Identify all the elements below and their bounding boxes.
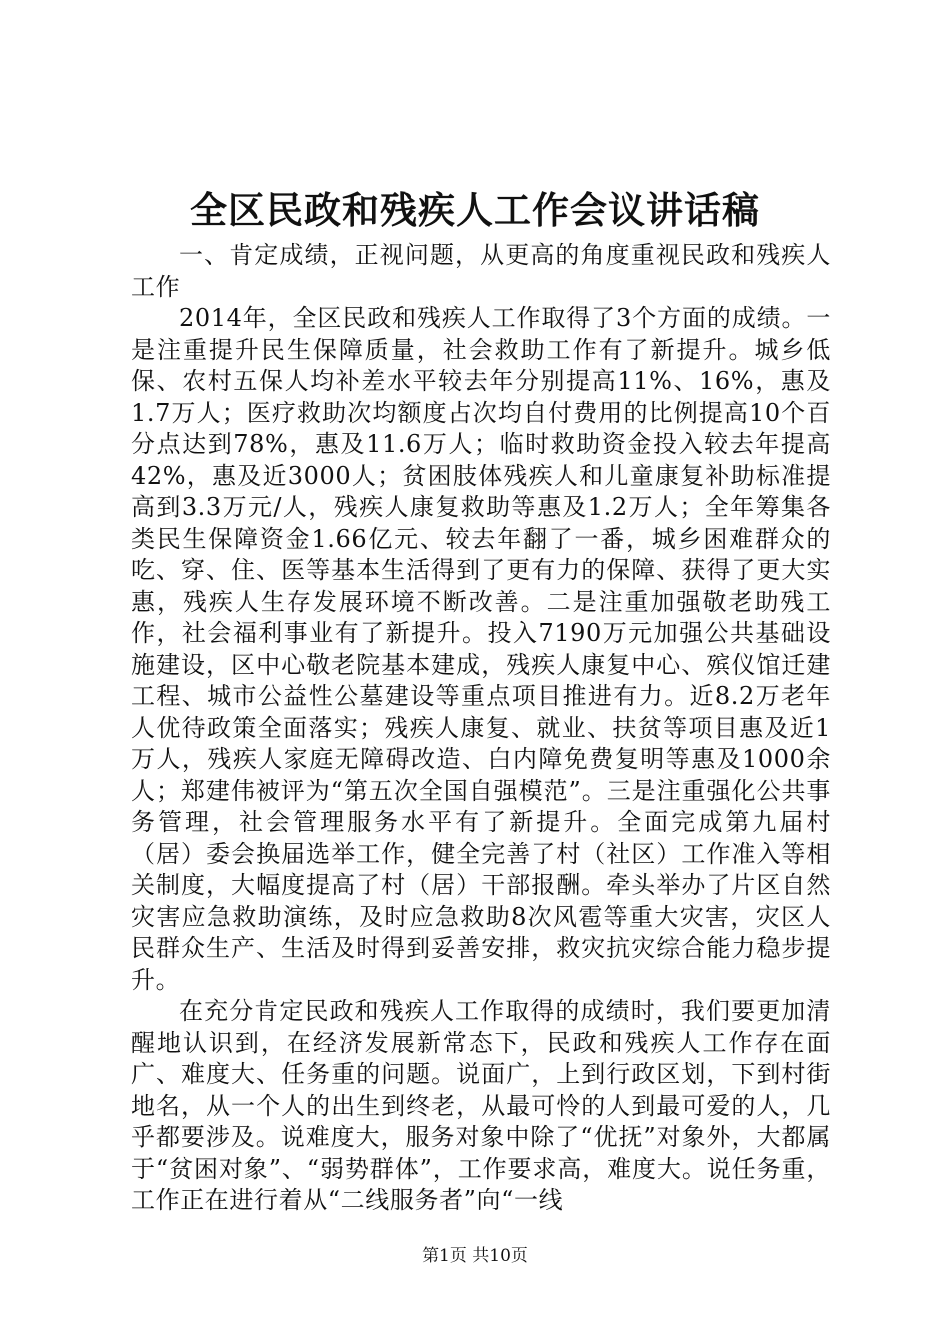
body-paragraph: 在充分肯定民政和残疾人工作取得的成绩时，我们要更加清醒地认识到，在经济发展新常态下，民政和残疾人工作存在面广、难度大、任务重的问题。说面广，上到行政区划，下到村街地名，从一个人的出生到终老，从最可怜的人到最可爱的人，几乎都要涉及。说难度大，服务对象中除了“优抚”对象外，大都属于“贫困对象”、“弱势群体”，工作要求高，难度大。说任务重，工作正在进行着从“二线服务者”向“一线 [131,997,831,1214]
document-title: 全区民政和残疾人工作会议讲话稿 [190,188,760,232]
section-heading: 一、肯定成绩，正视问题，从更高的角度重视民政和残疾人工作 [131,241,831,301]
body-paragraph: 2014年，全区民政和残疾人工作取得了3个方面的成绩。一是注重提升民生保障质量，社会救助工作有了新提升。城乡低保、农村五保人均补差水平较去年分别提高11%、16%，惠及1.7万人；医疗救助次均额度占次均自付费用的比例提高10个百分点达到78%，惠及11.6万人；临时救助资金投入较去年提高42%，惠及近3000人；贫困肢体残疾人和儿童康复补助标准提高到3.3万元/人，残疾人康复救助等惠及1.2万人；全年筹集各类民生保障资金1.66亿元、较去年翻了一番，城乡困难群众的吃、穿、住、医等基本生活得到了更有力的保障、获得了更大实惠，残疾人生存发展环境不断改善。二是注重加强敬老助残工作，社会福利事业有了新提升。投入7190万元加强公共基础设施建设，区中心敬老院基本建成，残疾人康复中心、殡仪馆迁建工程、城市公益性公墓建设等重点项目推进有力。近8.2万老年人优待政策全面落实；残疾人康复、就业、扶贫等项目惠及近1万人，残疾人家庭无障碍改造、白内障免费复明等惠及1000余人；郑建伟被评为“第五次全国自强模范”。三是注重强化公共事务管理，社会管理服务水平有了新提升。全面完成第九届村（居）委会换届选举工作，健全完善了村（社区）工作准入等相关制度，大幅度提高了村（居）干部报酬。牵头举办了片区自然灾害应急救助演练，及时应急救助8次风雹等重大灾害，灾区人民群众生产、生活及时得到妥善安排，救灾抗灾综合能力稳步提升。 [131,304,831,994]
document-body [131,240,831,1217]
page-footer: 第1页 共10页 [422,1246,528,1266]
